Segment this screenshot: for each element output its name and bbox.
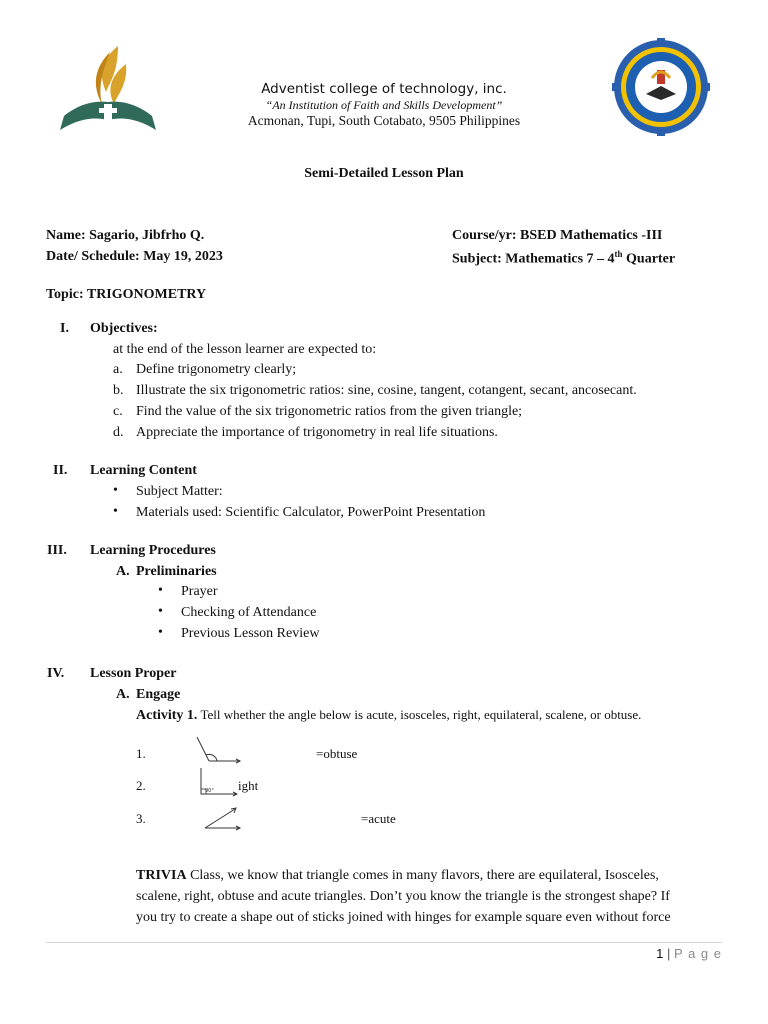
subject-superscript: th <box>614 249 623 259</box>
course-field: Course/yr: BSED Mathematics -III <box>452 228 663 243</box>
angle-answer: =obtuse <box>316 746 358 761</box>
bullet-icon: • <box>158 625 163 640</box>
list-item: Find the value of the six trigonometric ratios from the given triangle; <box>136 404 523 419</box>
section-number: IV. <box>47 666 65 681</box>
trivia-line: you try to create a shape out of sticks joined with hinges for example square even without force <box>136 910 671 925</box>
list-item: Checking of Attendance <box>181 605 317 620</box>
subsection-title-preliminaries: Preliminaries <box>136 564 217 579</box>
section-number: I. <box>60 321 69 336</box>
list-marker: d. <box>113 425 124 440</box>
list-item: Prayer <box>181 584 218 599</box>
institution-address: Acmonan, Tupi, South Cotabato, 9505 Philippines <box>247 113 521 128</box>
list-item: Previous Lesson Review <box>181 626 320 641</box>
trivia-text: Class, we know that triangle comes in many flavors, there are equilateral, Isosceles, <box>186 868 659 883</box>
footer-divider <box>46 942 722 943</box>
list-item: Define trigonometry clearly; <box>136 362 297 377</box>
section-title-content: Learning Content <box>90 463 197 478</box>
bullet-icon: • <box>158 604 163 619</box>
list-item <box>113 425 124 441</box>
page-footer <box>656 946 722 961</box>
list-marker: b. <box>113 383 124 398</box>
list-marker: c. <box>113 404 123 419</box>
subject-quarter: Quarter <box>622 251 676 267</box>
section-title-objectives: Objectives: <box>90 321 158 336</box>
angle-item-number: 3. <box>136 811 146 826</box>
activity-text: Tell whether the angle below is acute, isosceles, right, equilateral, scalene, or obtuse. <box>197 707 642 722</box>
list-item: Materials used: Scientific Calculator, PowerPoint Presentation <box>136 505 486 520</box>
list-item: Illustrate the six trigonometric ratios: sine, cosine, tangent, cotangent, secant, ancosecant. <box>136 383 637 398</box>
institution-name: Adventist college of technology, inc. <box>261 81 507 97</box>
list-item: Subject Matter: <box>136 484 223 499</box>
subject-text: Subject: Mathematics 7 – 4 <box>452 251 615 267</box>
list-item: Appreciate the importance of trigonometry in real life situations. <box>136 425 498 440</box>
subject-field <box>452 249 675 268</box>
bullet-icon: • <box>113 483 118 498</box>
section-title-procedures: Learning Procedures <box>90 543 216 558</box>
angle-item-number: 1. <box>136 746 146 761</box>
page-separator: | <box>667 946 671 961</box>
subsection-marker: A. <box>116 564 130 579</box>
trivia-line <box>136 865 726 886</box>
section-title-lesson: Lesson Proper <box>90 666 177 681</box>
bullet-icon: • <box>113 504 118 519</box>
right-angle-label: 90° <box>205 788 214 794</box>
name-field: Name: Sagario, Jibfrho Q. <box>46 228 205 243</box>
obtuse-angle-figure <box>193 734 243 764</box>
angle-answer: =acute <box>361 811 396 826</box>
list-marker: a. <box>113 362 123 377</box>
trivia-line: scalene, right, obtuse and acute triangles. Don’t you know the triangle is the strongest shape? If <box>136 889 670 904</box>
document-title: Semi-Detailed Lesson Plan <box>304 166 464 181</box>
bullet-icon: • <box>158 583 163 598</box>
page-label: P a g e <box>674 946 722 961</box>
list-item <box>113 362 123 378</box>
acute-angle-figure <box>201 806 243 832</box>
trivia-label: TRIVIA <box>136 868 187 883</box>
topic: Topic: TRIGONOMETRY <box>46 287 207 302</box>
trivia-paragraph <box>136 865 726 928</box>
right-angle-figure <box>196 766 238 798</box>
list-item <box>113 404 123 420</box>
angle-answer: ight <box>238 778 259 793</box>
angle-item-number: 2. <box>136 778 146 793</box>
list-item <box>113 383 124 399</box>
activity-instruction <box>136 707 641 724</box>
institution-motto: “An Institution of Faith and Skills Development” <box>265 98 503 112</box>
objectives-intro: at the end of the lesson learner are expected to: <box>113 342 377 357</box>
page-number: 1 <box>656 946 664 961</box>
date-field: Date/ Schedule: May 19, 2023 <box>46 249 223 264</box>
subsection-marker: A. <box>116 687 130 702</box>
section-number: III. <box>47 543 67 558</box>
activity-label: Activity 1. <box>136 708 198 723</box>
section-number: II. <box>53 463 68 478</box>
subsection-title-engage: Engage <box>136 687 181 702</box>
